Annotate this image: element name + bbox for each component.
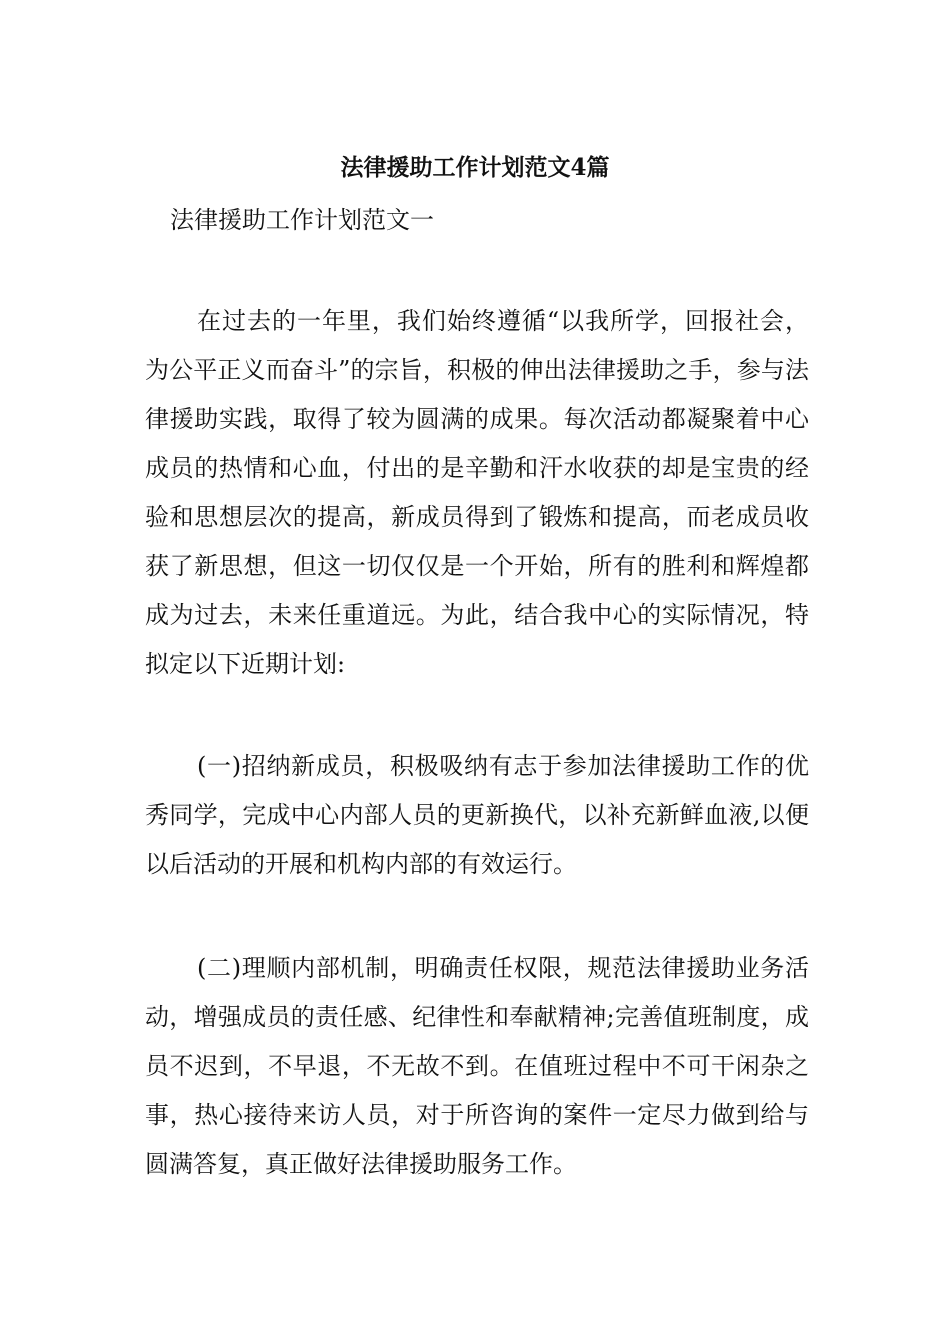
document-title: 法律援助工作计划范文4篇: [340, 154, 610, 181]
paragraph-item-2: (二)理顺内部机制，明确责任权限，规范法律援助业务活动，增强成员的责任感、纪律性和奉献精神;完善值班制度，成员不迟到，不早退，不无故不到。在值班过程中不可干闲杂之事，热心接待来访人员，对于所咨询的案件一定尽力做到给与圆满答复，真正做好法律援助服务工作。: [145, 954, 809, 1178]
paragraph-intro: 在过去的一年里，我们始终遵循“以我所学，回报社会，为公平正义而奋斗”的宗旨，积极的伸出法律援助之手，参与法律援助实践，取得了较为圆满的成果。每次活动都凝聚着中心成员的热情和心血，付出的是辛勤和汗水收获的却是宝贵的经验和思想层次的提高，新成员得到了锻炼和提高，而老成员收获了新思想，但这一切仅仅是一个开始，所有的胜利和辉煌都成为过去，未来任重道远。为此，结合我中心的实际情况，特拟定以下近期计划:: [145, 307, 809, 678]
document-subtitle: 法律援助工作计划范文一: [170, 206, 434, 234]
paragraph-item-1: (一)招纳新成员，积极吸纳有志于参加法律援助工作的优秀同学，完成中心内部人员的更新换代，以补充新鲜血液,以便以后活动的开展和机构内部的有效运行。: [145, 752, 809, 878]
